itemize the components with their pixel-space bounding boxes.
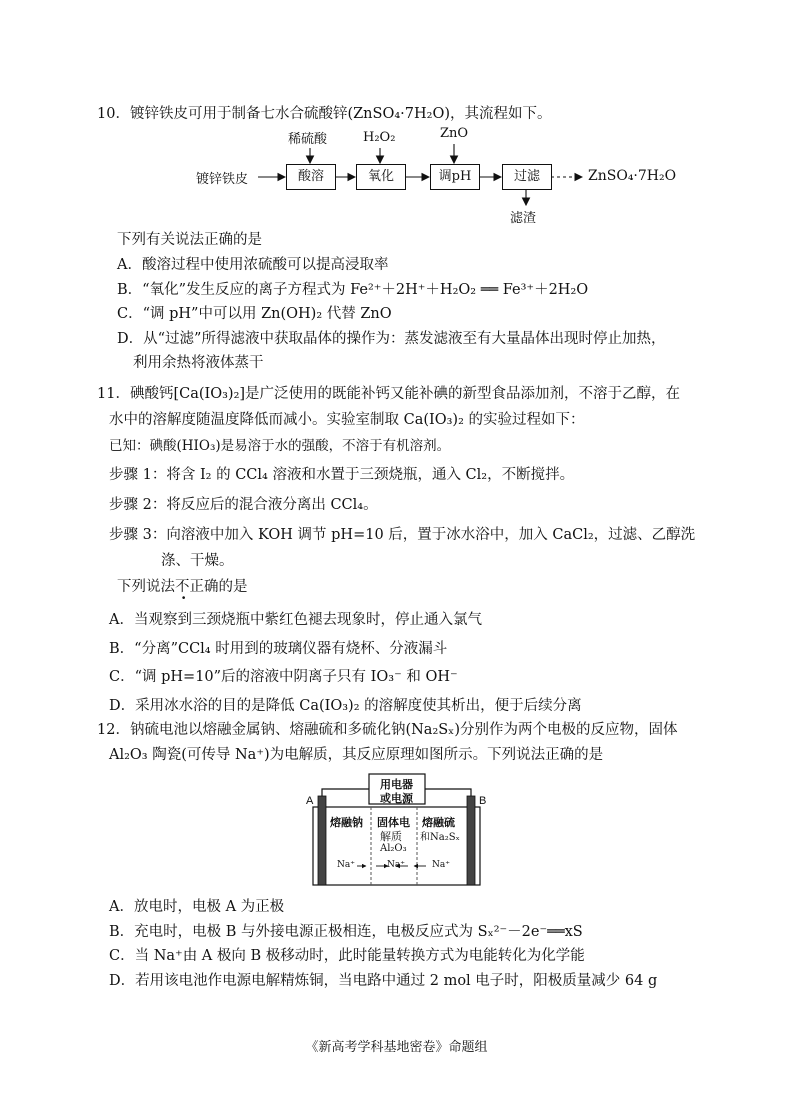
- sodium-ion-middle: Na⁺: [387, 860, 405, 870]
- q11-stem-line1: 11．碘酸钙[Ca(IO₃)₂]是广泛使用的既能补钙又能补碘的新型食品添加剂，不溶于乙醇，在: [97, 386, 681, 402]
- solid-electrolyte-label-3: Al₂O₃: [380, 843, 407, 854]
- solid-electrolyte-label-1: 固体电: [377, 816, 410, 829]
- q11-option-a: A．当观察到三颈烧瓶中紫红色褪去现象时，停止通入氯气: [109, 612, 482, 628]
- molten-sodium-label: 熔融钠: [330, 816, 363, 829]
- sodium-ion-right: Na⁺: [432, 860, 450, 870]
- q11-option-c: C．“调 pH=10”后的溶液中阴离子只有 IO₃⁻ 和 OH⁻: [109, 669, 458, 685]
- q12-option-a: A．放电时，电极 A 为正极: [109, 899, 285, 915]
- q12-option-c: C．当 Na⁺由 A 极向 B 极移动时，此时能量转换方式为电能转化为化学能: [109, 948, 585, 964]
- q12-stem-line2: Al₂O₃ 陶瓷(可传导 Na⁺)为电解质，其反应原理如图所示。下列说法正确的是: [109, 747, 604, 763]
- q10-option-c: C．“调 pH”中可以用 Zn(OH)₂ 代替 ZnO: [117, 306, 392, 322]
- q10-option-a: A．酸溶过程中使用浓硫酸可以提高浸取率: [117, 257, 389, 273]
- flow-input-sulfuric-acid: 稀硫酸: [288, 132, 328, 147]
- q10-question: 下列有关说法正确的是: [117, 232, 262, 248]
- molten-sulfur-label-2: 和Na₂Sₓ: [420, 832, 460, 843]
- q10-option-d-cont: 利用余热将液体蒸干: [133, 355, 264, 371]
- q11-step3-line2: 涤、干燥。: [161, 553, 234, 569]
- flow-input-zno: ZnO: [440, 126, 469, 141]
- q11-question-emphasis: 不: [175, 579, 190, 595]
- q10-option-b: B．“氧化”发生反应的离子方程式为 Fe²⁺＋2H⁺＋H₂O₂ ══ Fe³⁺＋2H₂O: [117, 282, 589, 298]
- q12-option-d: D．若用该电池作电源电解精炼铜，当电路中通过 2 mol 电子时，阳极质量减少 64 g: [109, 973, 658, 989]
- sodium-ion-left: Na⁺: [337, 860, 355, 870]
- page-footer: 《新高考学科基地密卷》命题组: [305, 1040, 488, 1055]
- q11-question-pre: 下列说法: [117, 579, 175, 595]
- flow-start-label: 镀锌铁皮: [196, 172, 249, 187]
- flow-box-acid-dissolve: 酸溶: [286, 164, 336, 190]
- q11-step1: 步骤 1：将含 I₂ 的 CCl₄ 溶液和水置于三颈烧瓶，通入 Cl₂，不断搅拌。: [109, 467, 575, 483]
- device-label-line1: 用电器: [380, 778, 413, 791]
- flow-box-filter: 过滤: [502, 164, 552, 190]
- molten-sulfur-label-1: 熔融硫: [422, 816, 455, 829]
- q11-step3-line1: 步骤 3：向溶液中加入 KOH 调节 pH=10 后，置于冰水浴中，加入 CaCl₂，过滤、乙醇洗: [109, 527, 696, 543]
- q11-option-b: B．“分离”CCl₄ 时用到的玻璃仪器有烧杯、分液漏斗: [109, 641, 448, 657]
- solid-electrolyte-label-2: 解质: [380, 830, 402, 843]
- electrode-b-label: B: [479, 795, 487, 807]
- q11-step2: 步骤 2：将反应后的混合液分离出 CCl₄。: [109, 497, 378, 513]
- q10-option-d: D．从“过滤”所得滤液中获取晶体的操作为：蒸发滤液至有大量晶体出现时停止加热，: [117, 331, 666, 347]
- q12-option-b: B．充电时，电极 B 与外接电源正极相连，电极反应式为 Sₓ²⁻－2e⁻══xS: [109, 924, 583, 940]
- flow-box-oxidize: 氧化: [356, 164, 406, 190]
- flow-residue-label: 滤渣: [510, 211, 537, 226]
- q11-stem-line2: 水中的溶解度随温度降低而减小。实验室制取 Ca(IO₃)₂ 的实验过程如下：: [109, 412, 585, 428]
- flow-product-label: ZnSO₄·7H₂O: [588, 168, 677, 184]
- q11-question-post: 正确的是: [189, 579, 248, 595]
- flow-input-h2o2: H₂O₂: [363, 130, 396, 145]
- flow-box-adjust-ph: 调pH: [430, 164, 480, 190]
- q12-stem-line1: 12．钠硫电池以熔融金属钠、熔融硫和多硫化钠(Na₂Sₓ)分别作为两个电极的反应物，固体: [97, 722, 678, 738]
- q11-option-d: D．采用冰水浴的目的是降低 Ca(IO₃)₂ 的溶解度使其析出，便于后续分离: [109, 698, 582, 714]
- electrode-a-label: A: [306, 795, 314, 807]
- q11-known: 已知：碘酸(HIO₃)是易溶于水的强酸，不溶于有机溶剂。: [109, 438, 451, 454]
- q10-stem: 10．镀锌铁皮可用于制备七水合硫酸锌(ZnSO₄·7H₂O)，其流程如下。: [97, 106, 552, 122]
- device-label-line2: 或电源: [380, 792, 413, 805]
